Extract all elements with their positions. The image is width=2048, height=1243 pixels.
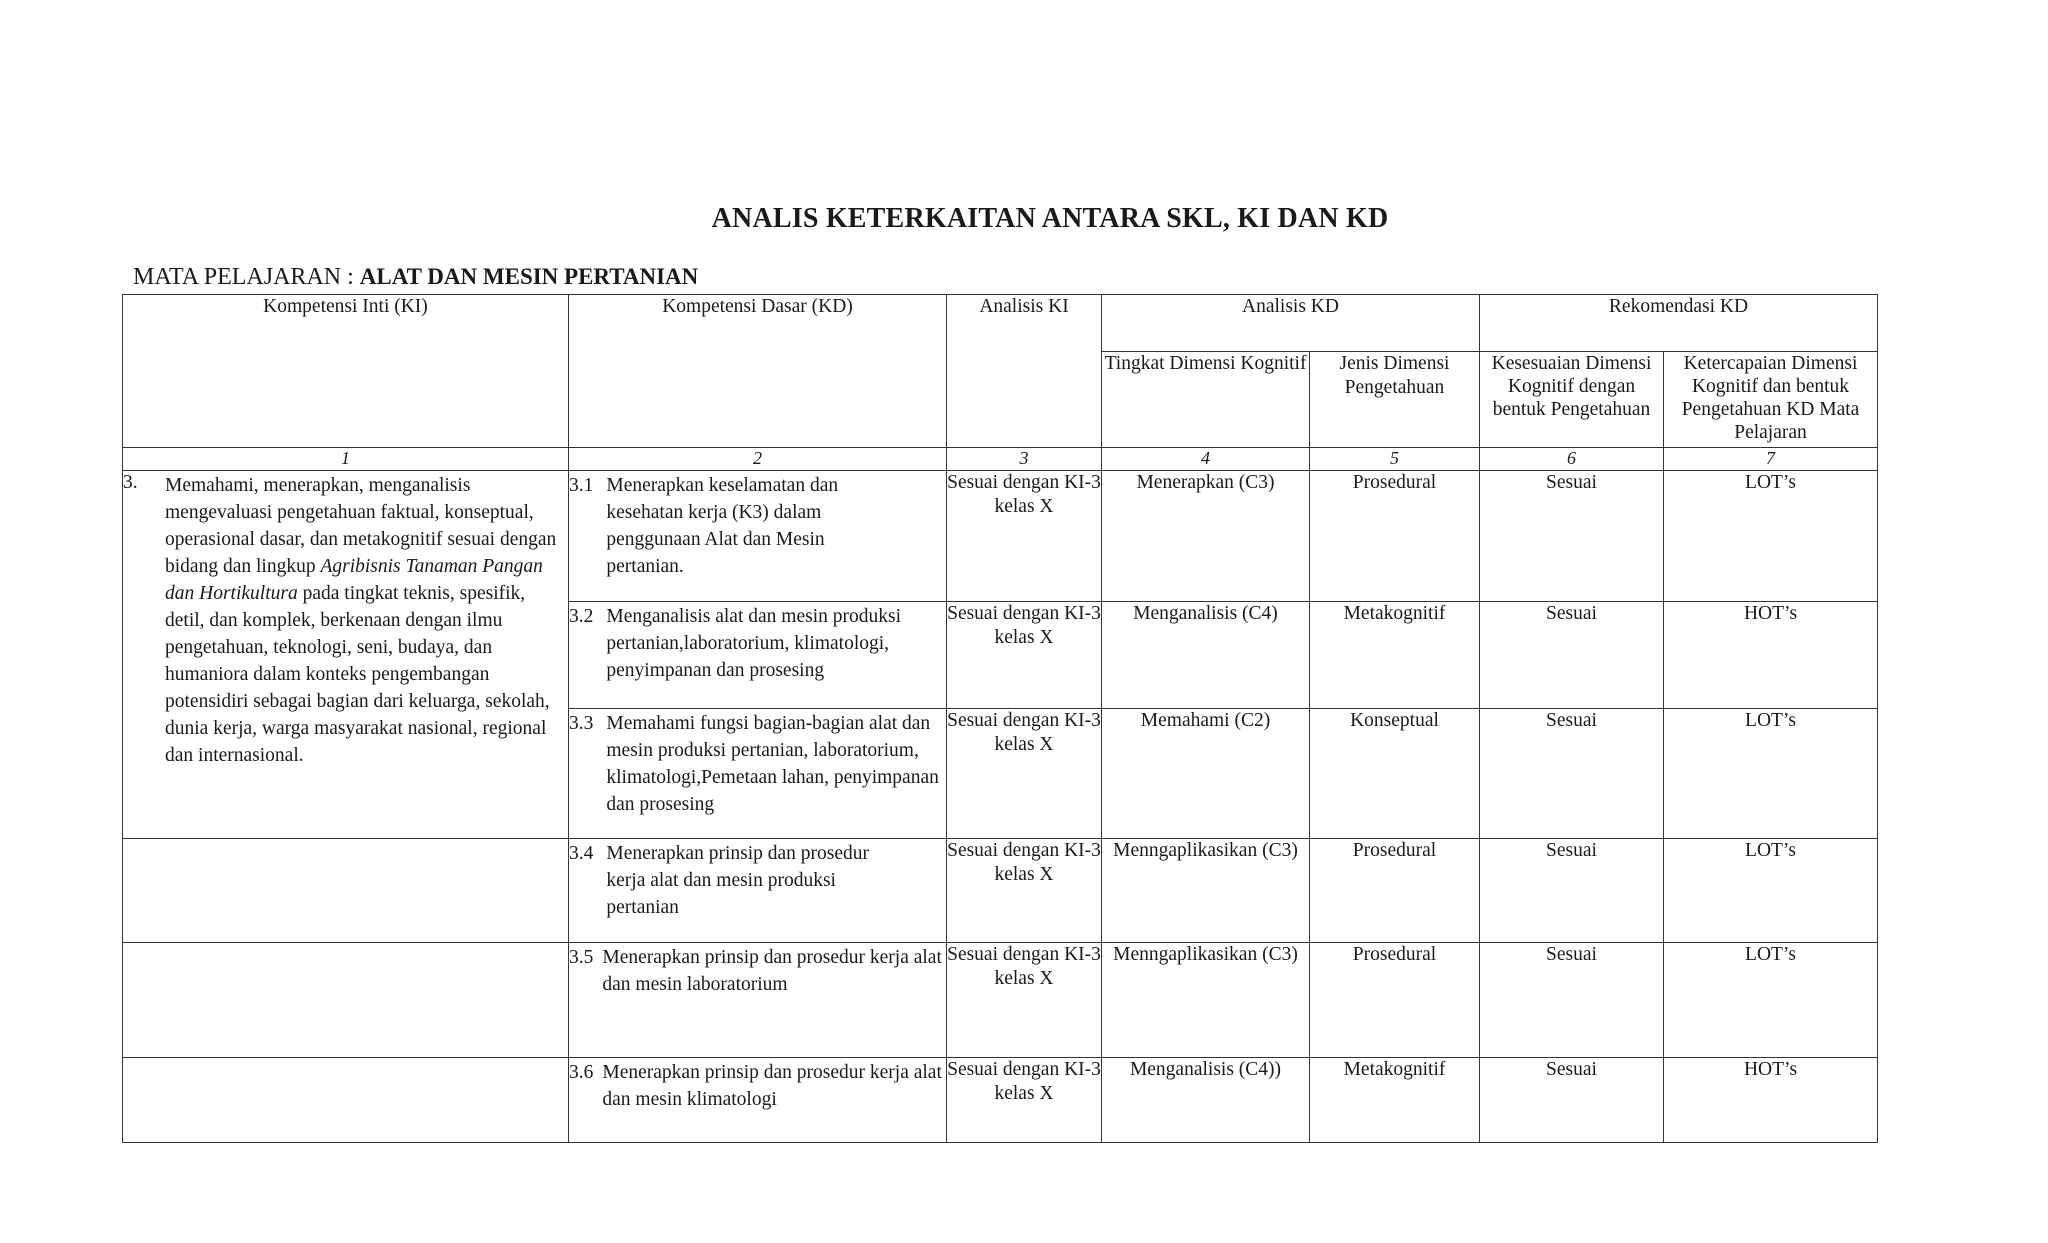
kd-number: 3.4 — [569, 843, 594, 864]
ki-text: Memahami, menerapkan, menganalisis mengevaluasi pengetahuan faktual, konseptual, operasional dasar, dan metakognitif sesuai dengan bidang dan lingkup Agribisnis Tanaman Pangan dan Hortikultura pada tingkat teknis, spesifik, detil, dan komplek, berkenaan dengan ilmu pengetahuan, teknologi, seni, budaya, dan humaniora dalam konteks pengembangan potensidiri sebagai bagian dari keluarga, sekolah, dunia kerja, warga masyarakat nasional, regional dan internasional. — [165, 475, 557, 766]
document-title: ANALIS KETERKAITAN ANTARA SKL, KI DAN KD — [711, 203, 1389, 234]
kd-cell — [569, 471, 947, 602]
kd-cell — [569, 943, 947, 1058]
ki-cell-empty — [123, 839, 569, 943]
header-analisis-ki: Analisis KI — [947, 295, 1102, 448]
kd-text: Menerapkan prinsip dan prosedur kerja alat dan mesin laboratorium — [602, 947, 942, 995]
header-ketercapaian: Ketercapaian Dimensi Kognitif dan bentuk Pengetahuan KD Mata Pelajaran — [1664, 352, 1878, 448]
ketercapaian-cell: HOT’s — [1664, 1058, 1878, 1143]
column-number: 7 — [1664, 448, 1878, 471]
column-number: 1 — [123, 448, 569, 471]
jenis-cell: Prosedural — [1310, 839, 1480, 943]
ki-cell — [123, 471, 569, 839]
kd-text: Menganalisis alat dan mesin produksi pertanian,laboratorium, klimatologi, penyimpanan dan prosesing — [606, 606, 901, 681]
tingkat-cell: Menngaplikasikan (C3) — [1102, 943, 1310, 1058]
tingkat-cell: Menngaplikasikan (C3) — [1102, 839, 1310, 943]
ketercapaian-cell: LOT’s — [1664, 943, 1878, 1058]
kd-cell — [569, 1058, 947, 1143]
jenis-cell: Prosedural — [1310, 471, 1480, 602]
subject-value: ALAT DAN MESIN PERTANIAN — [359, 264, 699, 289]
kd-number: 3.6 — [569, 1062, 594, 1083]
analisis-ki-cell: Sesuai dengan KI-3 kelas X — [947, 839, 1102, 943]
subject-line — [133, 264, 698, 291]
kd-text: Menerapkan prinsip dan prosedur kerja alat dan mesin klimatologi — [602, 1062, 942, 1110]
kd-number: 3.1 — [569, 475, 594, 496]
header-jenis-dimensi: Jenis Dimensi Pengetahuan — [1310, 352, 1480, 448]
kesesuaian-cell: Sesuai — [1480, 471, 1664, 602]
kd-number: 3.3 — [569, 713, 594, 734]
analisis-ki-cell: Sesuai dengan KI-3 kelas X — [947, 471, 1102, 602]
column-number-row — [123, 448, 1878, 471]
header-ki: Kompetensi Inti (KI) — [123, 295, 569, 448]
subject-label: MATA PELAJARAN : — [133, 264, 354, 290]
jenis-cell: Konseptual — [1310, 709, 1480, 839]
kd-text: Memahami fungsi bagian-bagian alat dan mesin produksi pertanian, laboratorium, klimatologi,Pemetaan lahan, penyimpanan dan prosesing — [606, 713, 939, 815]
ketercapaian-cell: HOT’s — [1664, 602, 1878, 709]
kesesuaian-cell: Sesuai — [1480, 709, 1664, 839]
column-number: 4 — [1102, 448, 1310, 471]
kesesuaian-cell: Sesuai — [1480, 839, 1664, 943]
column-number: 5 — [1310, 448, 1480, 471]
ketercapaian-cell: LOT’s — [1664, 471, 1878, 602]
kd-text: Menerapkan prinsip dan prosedur kerja alat dan mesin produksi pertanian — [606, 843, 870, 918]
kd-number: 3.5 — [569, 947, 594, 968]
kd-cell — [569, 709, 947, 839]
header-kesesuaian: Kesesuaian Dimensi Kognitif dengan bentuk Pengetahuan — [1480, 352, 1664, 448]
kd-text: Menerapkan keselamatan dan kesehatan kerja (K3) dalam penggunaan Alat dan Mesin pertanian. — [606, 475, 839, 577]
ki-cell-empty — [123, 943, 569, 1058]
ki-cell-empty — [123, 1058, 569, 1143]
table-row — [123, 471, 1878, 602]
tingkat-cell: Menganalisis (C4) — [1102, 602, 1310, 709]
kesesuaian-cell: Sesuai — [1480, 943, 1664, 1058]
header-tingkat-dimensi: Tingkat Dimensi Kognitif — [1102, 352, 1310, 448]
ketercapaian-cell: LOT’s — [1664, 839, 1878, 943]
kesesuaian-cell: Sesuai — [1480, 1058, 1664, 1143]
ki-number: 3. — [123, 472, 138, 493]
tingkat-cell: Menganalisis (C4)) — [1102, 1058, 1310, 1143]
analysis-table — [122, 294, 1878, 1143]
analisis-ki-cell: Sesuai dengan KI-3 kelas X — [947, 709, 1102, 839]
table-row — [123, 943, 1878, 1058]
column-number: 3 — [947, 448, 1102, 471]
table-row — [123, 1058, 1878, 1143]
jenis-cell: Prosedural — [1310, 943, 1480, 1058]
header-rekomendasi-kd: Rekomendasi KD — [1480, 295, 1878, 352]
jenis-cell: Metakognitif — [1310, 1058, 1480, 1143]
column-number: 6 — [1480, 448, 1664, 471]
kd-number: 3.2 — [569, 606, 594, 627]
header-analisis-kd: Analisis KD — [1102, 295, 1480, 352]
table-row — [123, 839, 1878, 943]
column-number: 2 — [569, 448, 947, 471]
analisis-ki-cell: Sesuai dengan KI-3 kelas X — [947, 943, 1102, 1058]
analisis-ki-cell: Sesuai dengan KI-3 kelas X — [947, 1058, 1102, 1143]
kd-cell — [569, 602, 947, 709]
analisis-ki-cell: Sesuai dengan KI-3 kelas X — [947, 602, 1102, 709]
jenis-cell: Metakognitif — [1310, 602, 1480, 709]
kesesuaian-cell: Sesuai — [1480, 602, 1664, 709]
ketercapaian-cell: LOT’s — [1664, 709, 1878, 839]
header-kd: Kompetensi Dasar (KD) — [569, 295, 947, 448]
tingkat-cell: Memahami (C2) — [1102, 709, 1310, 839]
tingkat-cell: Menerapkan (C3) — [1102, 471, 1310, 602]
kd-cell — [569, 839, 947, 943]
